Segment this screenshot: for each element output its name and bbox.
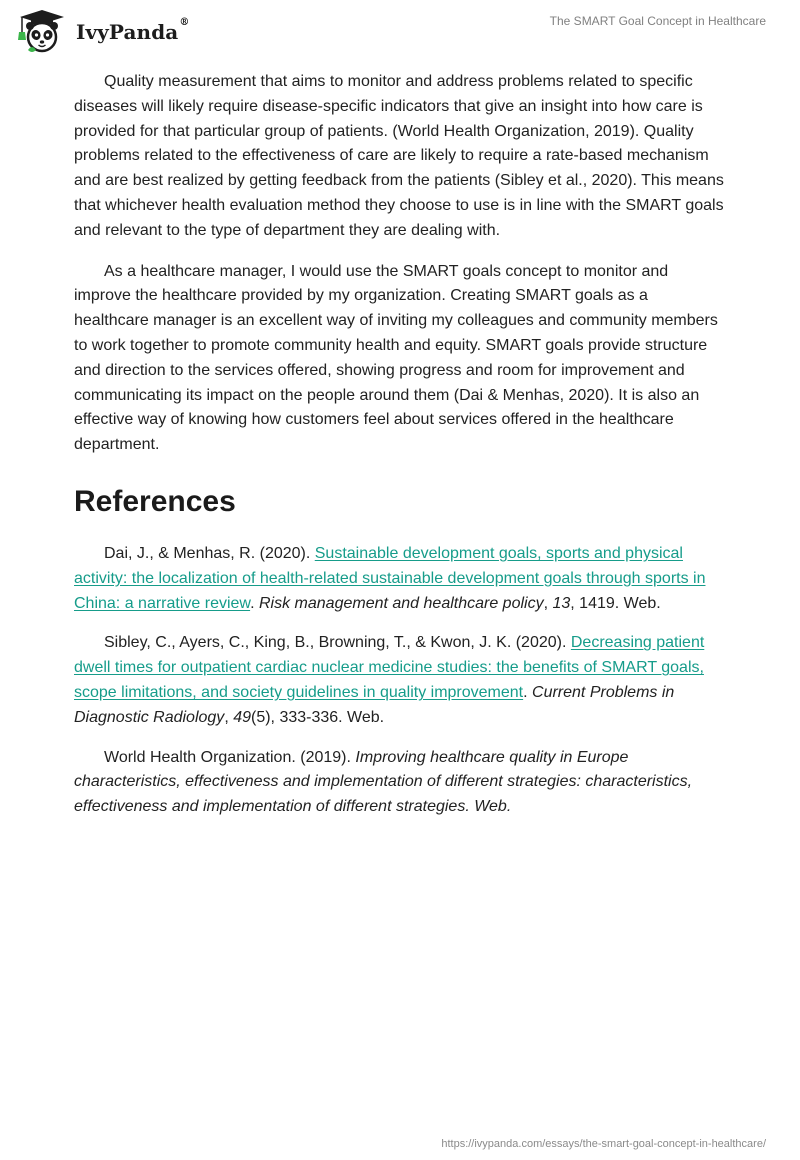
reference-volume: 49 (233, 708, 251, 726)
reference-item (74, 746, 726, 820)
reference-volume: 13 (552, 594, 571, 612)
body-paragraph: As a healthcare manager, I would use the SMART goals concept to monitor and improve the healthcare provided by my organization. Creating SMART goals as a healthcare manager is an excellent way of inviting my colleagues and community members to work together to promote community health and equity. SMART goals provide structure and direction to the services offered, showing progress and room for improvement and communicating its impact on the people around them (Dai & Menhas, 2020). It is also an effective way of knowing how customers feel about services offered in the healthcare department. (74, 262, 718, 454)
page-header (0, 0, 800, 60)
reference-link[interactable]: Sustainable development goals, sports and physical activity: the localization of health-related sustainable development goals through sports in China: a narrative review (74, 544, 706, 612)
essay-content (74, 70, 726, 835)
body-paragraph: Quality measurement that aims to monitor and address problems related to specific diseases will likely require disease-specific indicators that give an insight into how care is provided for that particular group of patients. (World Health Organization, 2019). Quality problems related to the effectiveness of care are likely to require a rate-based mechanism and are best realized by getting feedback from the patients (Sibley et al., 2020). This means that whichever health evaluation method they choose to use is in line with the SMART goals and relevant to the type of department they are dealing with. (74, 73, 724, 239)
registered-mark: ® (179, 17, 190, 28)
reference-authors: Sibley, C., Ayers, C., King, B., Browning, T., & Kwon, J. K. (2020). (104, 634, 571, 652)
reference-authors: Dai, J., & Menhas, R. (2020). (104, 544, 315, 562)
reference-item (74, 631, 726, 730)
reference-punct: , (224, 708, 234, 726)
panda-graduate-icon (14, 8, 70, 54)
reference-punct: . (250, 594, 259, 612)
reference-title: Improving healthcare quality in Europe characteristics, effectiveness and implementation of different strategies: characteristics, effectiveness and implementation of different strategies. Web. (74, 748, 693, 816)
logo-wordmark (76, 17, 190, 44)
reference-pages: , 1419. Web. (570, 594, 661, 612)
logo-name: IvyPanda (76, 20, 179, 44)
references-heading: References (74, 484, 236, 518)
reference-journal: Risk management and healthcare policy (258, 594, 544, 612)
reference-punct: . (523, 683, 533, 701)
reference-authors: World Health Organization. (2019). (104, 748, 356, 766)
reference-punct: , (543, 594, 553, 612)
document-title: The SMART Goal Concept in Healthcare (549, 14, 766, 28)
reference-link[interactable]: Decreasing patient dwell times for outpatient cardiac nuclear medicine studies: the benefits of SMART goals, scope limitations, and society guidelines in quality improvement (74, 634, 705, 701)
footer-url[interactable]: https://ivypanda.com/essays/the-smart-goal-concept-in-healthcare/ (441, 1138, 766, 1150)
reference-pages: (5), 333-336. Web. (251, 708, 385, 726)
reference-item (74, 542, 726, 616)
reference-journal: Current Problems in Diagnostic Radiology (74, 683, 675, 726)
ivypanda-logo[interactable] (14, 8, 189, 54)
